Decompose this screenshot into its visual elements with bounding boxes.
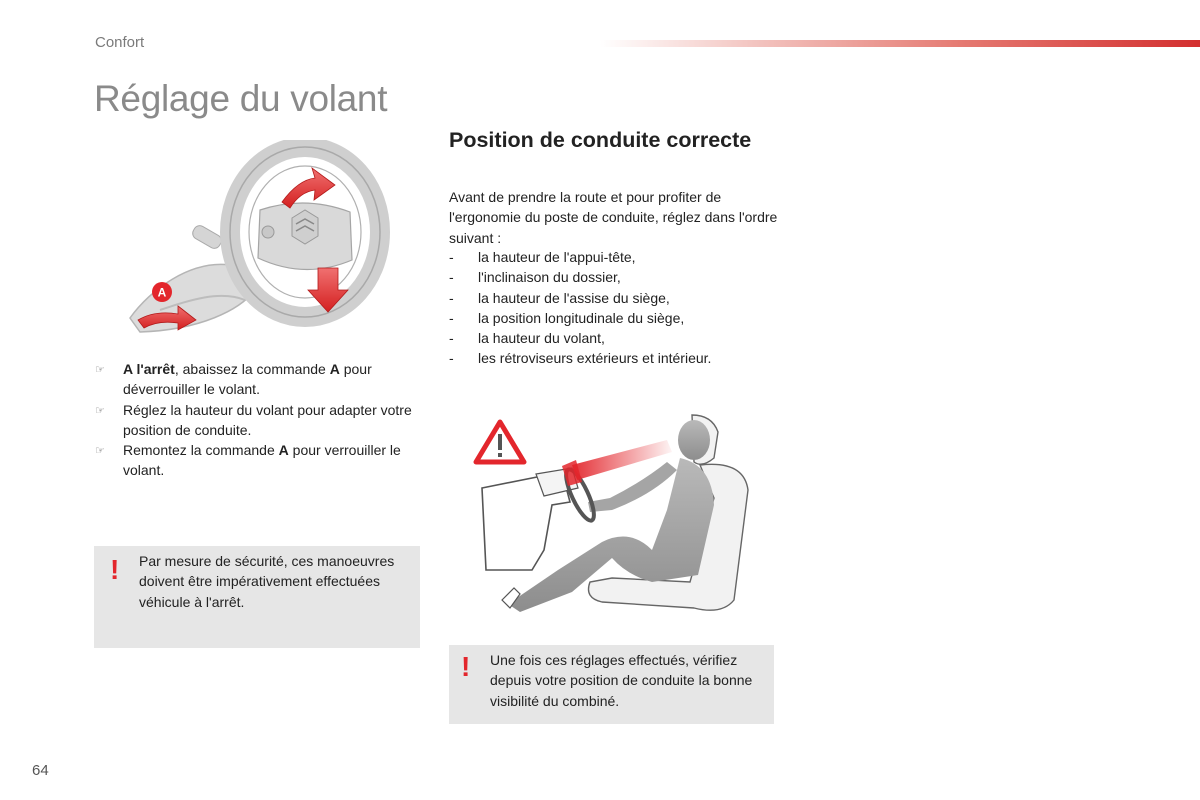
list-item: - la position longitudinale du siège, xyxy=(449,309,685,326)
pointing-hand-icon: ☞ xyxy=(95,445,105,458)
step-text: A l'arrêt, abaissez la commande A pour déverrouiller le volant. xyxy=(123,361,372,398)
pointing-hand-icon: ☞ xyxy=(95,404,105,417)
step-text: Réglez la hauteur du volant pour adapter votre position de conduite. xyxy=(123,401,412,438)
list-item: - la hauteur de l'assise du siège, xyxy=(449,289,670,306)
callout-a-badge xyxy=(152,282,172,302)
safety-warning-box xyxy=(94,546,420,648)
list-item: - l'inclinaison du dossier, xyxy=(449,269,621,286)
header-accent-bar xyxy=(600,40,1200,47)
step-item xyxy=(95,359,425,400)
list-item: - la hauteur de l'appui-tête, xyxy=(449,249,636,265)
warning-exclamation-icon: ! xyxy=(110,554,120,585)
driving-position-illustration xyxy=(462,410,762,622)
warning-triangle-icon xyxy=(476,422,524,462)
warning-text: Une fois ces réglages effectués, vérifiez depuis votre position de conduite la bonne visibilité du combiné. xyxy=(490,652,753,709)
adjustment-steps xyxy=(95,359,425,481)
pointing-hand-icon: ☞ xyxy=(95,364,105,376)
section-heading: Position de conduite correcte xyxy=(449,128,752,152)
visibility-warning-box xyxy=(449,645,774,724)
step-text: Remontez la commande A pour verrouiller le volant. xyxy=(123,442,401,479)
warning-text: Par mesure de sécurité, ces manoeuvres doivent être impérativement effectuées véhicule à l'arrêt. xyxy=(139,553,395,610)
page-title: Réglage du volant xyxy=(94,78,388,119)
section-label: Confort xyxy=(95,34,145,51)
list-item: - la hauteur du volant, xyxy=(449,330,605,347)
page-number: 64 xyxy=(32,762,49,779)
steering-wheel-illustration xyxy=(120,140,390,340)
callout-a-letter: A xyxy=(157,285,167,300)
step-item xyxy=(95,440,425,481)
adjustment-order-list xyxy=(449,247,779,369)
intro-paragraph: Avant de prendre la route et pour profiter de l'ergonomie du poste de conduite, réglez dans l'ordre suivant : xyxy=(449,189,778,246)
warning-exclamation-icon: ! xyxy=(461,651,471,682)
step-item xyxy=(95,400,425,441)
list-item: - les rétroviseurs extérieurs et intérieur. xyxy=(449,350,712,367)
